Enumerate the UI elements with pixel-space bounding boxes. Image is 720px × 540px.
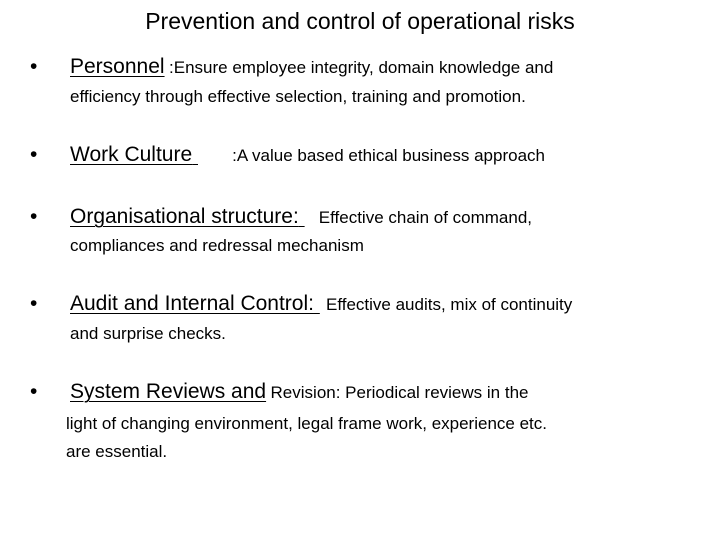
heading-personnel: Personnel	[70, 55, 165, 78]
bullet-line-organisational-structure	[70, 205, 532, 229]
bullet-line-personnel	[70, 55, 553, 79]
bullet-line-system-reviews	[70, 380, 528, 404]
underline-gap	[192, 143, 232, 167]
heading-organisational-structure: Organisational structure:	[70, 205, 299, 228]
text-work-culture: :A value based ethical business approach	[232, 146, 545, 165]
continuation-system-reviews-1: light of changing environment, legal frame work, experience etc.	[66, 414, 547, 433]
bullet-marker: •	[30, 380, 38, 403]
continuation-audit: and surprise checks.	[70, 324, 226, 343]
text-system-reviews: Revision: Periodical reviews in the	[270, 383, 529, 402]
bullet-marker: •	[30, 205, 38, 228]
heading-work-culture: Work Culture	[70, 143, 193, 166]
continuation-organisational-structure: compliances and redressal mechanism	[70, 236, 364, 255]
heading-system-reviews: System Reviews and	[70, 380, 267, 403]
text-personnel: :Ensure employee integrity, domain knowledge and	[169, 58, 554, 77]
slide-title: Prevention and control of operational risks	[145, 8, 575, 34]
bullet-marker: •	[30, 143, 38, 166]
continuation-system-reviews-2: are essential.	[66, 442, 168, 461]
text-organisational-structure: Effective chain of command,	[318, 208, 533, 227]
bullet-marker: •	[30, 55, 38, 78]
continuation-personnel: efficiency through effective selection, training and promotion.	[70, 87, 526, 106]
bullet-line-audit	[70, 292, 572, 316]
text-audit: Effective audits, mix of continuity	[325, 295, 573, 314]
underline-gap	[314, 292, 326, 316]
bullet-marker: •	[30, 292, 38, 315]
bullet-line-work-culture	[70, 143, 545, 167]
underline-gap	[299, 205, 319, 229]
heading-audit: Audit and Internal Control:	[70, 292, 314, 315]
